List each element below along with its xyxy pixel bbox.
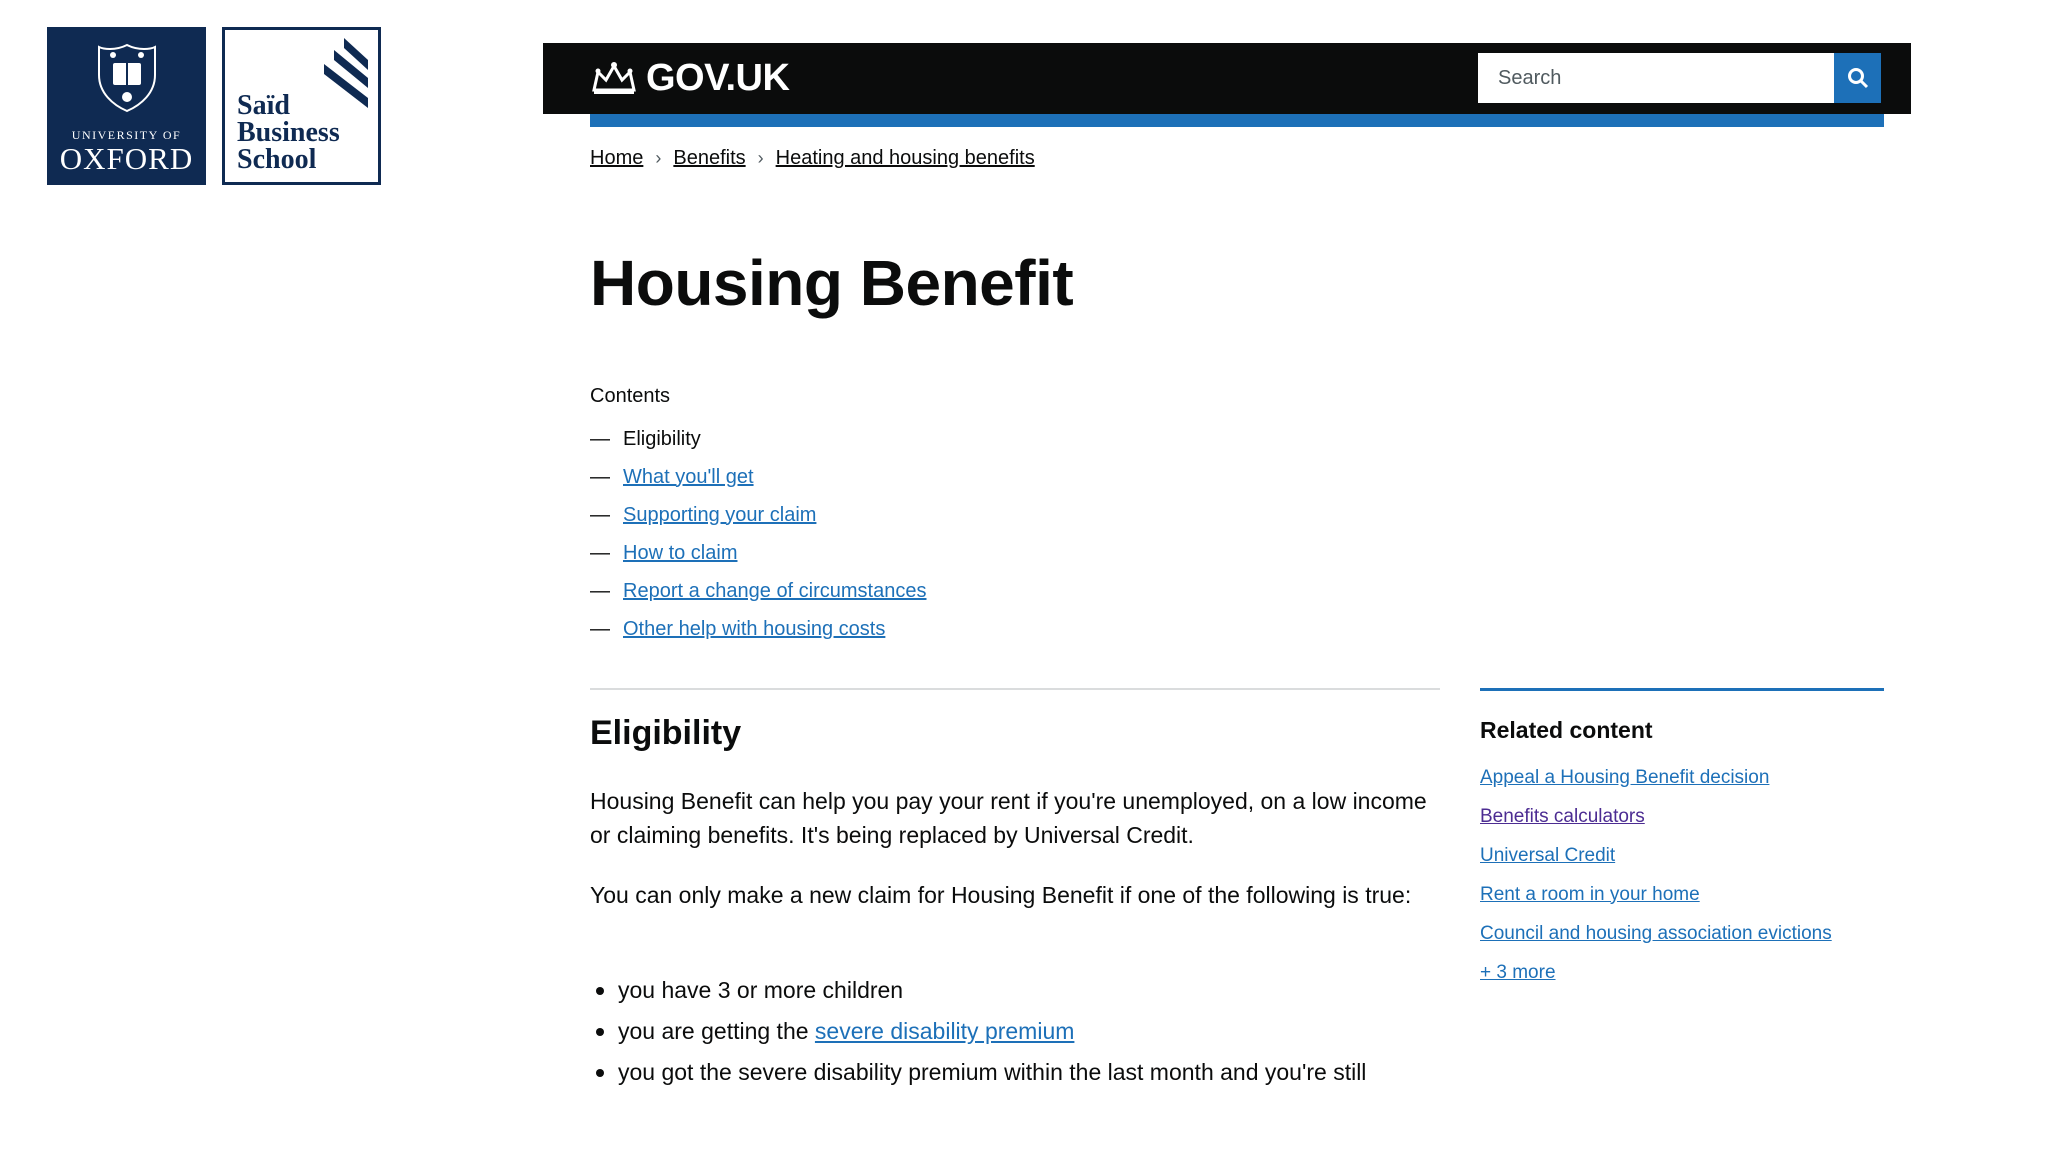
contents-link-supporting-claim[interactable]: Supporting your claim [623, 503, 817, 526]
related-item [1480, 758, 1884, 797]
govuk-logo-text: GOV.UK [646, 56, 790, 99]
list-item-text: you got the severe disability premium within the last month and you're still [618, 1059, 1367, 1085]
dash-icon: — [590, 465, 610, 488]
list-item-text [618, 1018, 1074, 1045]
related-item [1480, 875, 1884, 914]
list-item-text: you have 3 or more children [618, 977, 904, 1003]
list-item [590, 1052, 1366, 1093]
body-paragraph: You can only make a new claim for Housing Benefit if one of the following is true: [590, 882, 1412, 908]
oxford-small-text: UNIVERSITY OF [71, 128, 182, 142]
breadcrumb-heating-housing[interactable]: Heating and housing benefits [775, 147, 1035, 169]
search-button[interactable] [1834, 53, 1881, 103]
related-link-evictions[interactable]: Council and housing association evictions [1480, 922, 1832, 944]
contents-link-other-help[interactable]: Other help with housing costs [623, 617, 886, 640]
breadcrumb-home[interactable]: Home [590, 147, 644, 169]
contents-heading: Contents [590, 385, 671, 407]
said-wordmark [237, 92, 340, 173]
page-title: Housing Benefit [590, 247, 1074, 319]
govuk-header [543, 43, 1911, 114]
govuk-home-link[interactable] [590, 55, 789, 101]
oxford-crest-icon [95, 41, 159, 115]
related-link-calculators[interactable]: Benefits calculators [1480, 805, 1645, 827]
related-link-appeal[interactable]: Appeal a Housing Benefit decision [1480, 766, 1770, 788]
section-heading: Eligibility [590, 714, 742, 752]
said-business-school-logo [222, 27, 381, 185]
contents-link-how-to-claim[interactable]: How to claim [623, 541, 738, 564]
said-line-3: School [237, 144, 317, 175]
contents-item-other-help [590, 610, 927, 648]
severe-disability-premium-link[interactable]: severe disability premium [814, 1018, 1075, 1044]
contents-item-supporting-claim [590, 496, 927, 534]
dash-icon: — [590, 503, 610, 526]
header-blue-rule [590, 114, 1884, 127]
contents-item-how-to-claim [590, 534, 927, 572]
breadcrumb-benefits[interactable]: Benefits [673, 147, 746, 169]
dash-icon: — [590, 427, 610, 450]
bullet-icon [596, 987, 604, 995]
oxford-logo [47, 27, 206, 185]
chevron-right-icon: › [655, 148, 662, 168]
dash-icon: — [590, 579, 610, 602]
search-icon [1847, 67, 1869, 89]
list-item [590, 1011, 1366, 1052]
contents-item-report-change [590, 572, 927, 610]
contents-current-label: Eligibility [623, 427, 701, 450]
list-item-prefix: you are getting the [618, 1018, 815, 1044]
search-form [1478, 53, 1881, 103]
contents-link-report-change[interactable]: Report a change of circumstances [623, 579, 927, 602]
section-divider [590, 688, 1440, 690]
contents-list [590, 420, 927, 648]
dash-icon: — [590, 617, 610, 640]
related-item [1480, 797, 1884, 836]
contents-item-what-youll-get [590, 458, 927, 496]
related-item [1480, 836, 1884, 875]
related-item [1480, 953, 1884, 992]
contents-link-what-youll-get[interactable]: What you'll get [623, 465, 754, 488]
list-item [590, 970, 1366, 1011]
related-link-universal-credit[interactable]: Universal Credit [1480, 844, 1616, 866]
breadcrumb [590, 147, 1035, 170]
said-line-2: Business [237, 117, 340, 148]
related-list [1480, 758, 1884, 992]
related-link-more[interactable]: + 3 more [1480, 961, 1556, 983]
said-line-1: Saïd [237, 90, 290, 121]
related-item [1480, 914, 1884, 953]
eligibility-list [590, 970, 1366, 1093]
bullet-icon [596, 1069, 604, 1077]
chevron-right-icon: › [757, 148, 764, 168]
dash-icon: — [590, 541, 610, 564]
body-paragraph: Housing Benefit can help you pay your rent if you're unemployed, on a low income or claiming benefits. It's being replaced by Universal Credit. [590, 788, 1427, 848]
bullet-icon [596, 1028, 604, 1036]
related-heading: Related content [1480, 717, 1653, 743]
contents-item-eligibility [590, 420, 927, 458]
oxford-large-text: OXFORD [59, 141, 194, 176]
crown-icon [590, 60, 638, 96]
related-rule [1480, 688, 1884, 691]
related-content [1480, 688, 1884, 992]
search-input[interactable] [1478, 53, 1834, 103]
related-link-rent-room[interactable]: Rent a room in your home [1480, 883, 1700, 905]
